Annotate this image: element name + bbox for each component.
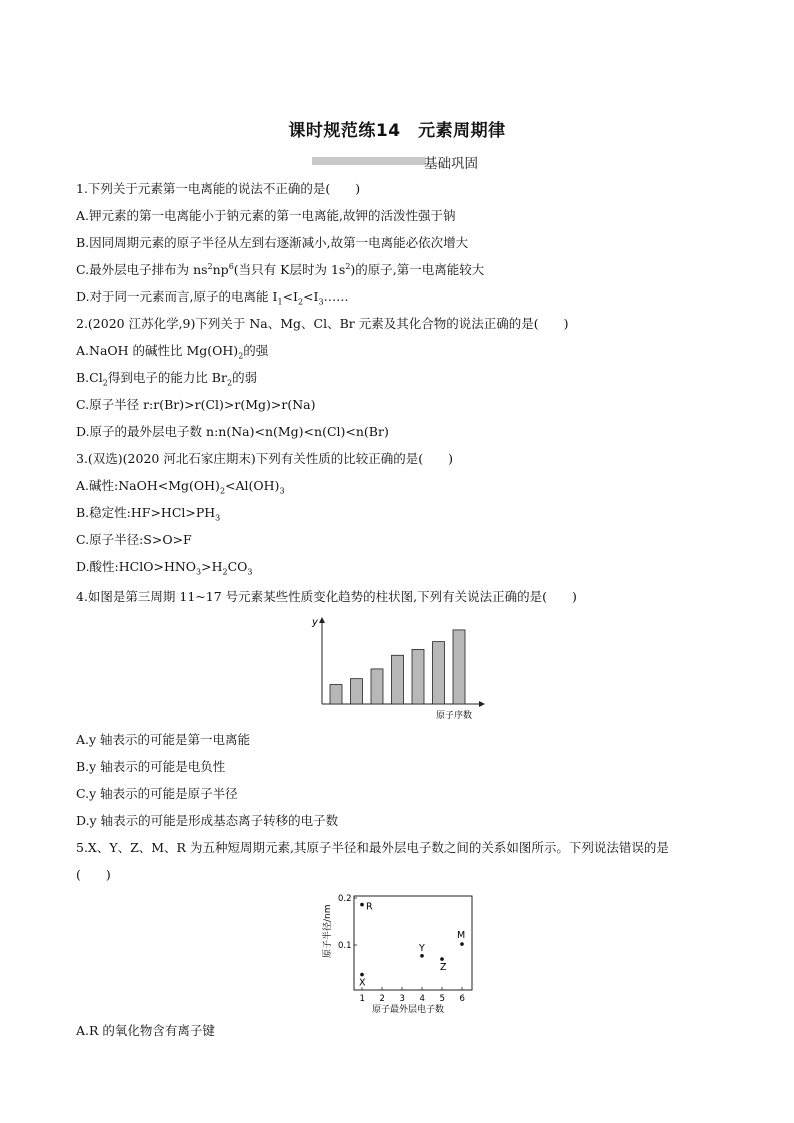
bar-11 (330, 685, 342, 704)
q2-option-a: A.NaOH 的碱性比 $Mg(OH)_2$的强 (76, 343, 269, 361)
section-bar (312, 157, 426, 165)
q5-option-a: A.R 的氧化物含有离子键 (76, 1023, 215, 1038)
scatter-xtick-label: 2 (379, 994, 385, 1004)
scatter-point-R (360, 903, 364, 907)
q4-option-b: B.y 轴表示的可能是电负性 (76, 759, 226, 774)
q2-option-c: C.原子半径 r:r(Br)>r(Cl)>r(Mg)>r(Na) (76, 397, 316, 412)
bar-13 (371, 669, 383, 704)
q2-option-d: D.原子的最外层电子数 n:n(Na)<n(Mg)<n(Cl)<n(Br) (76, 424, 389, 439)
bar-chart-xlabel: 原子序数 (436, 711, 473, 721)
scatter-point-Z (440, 957, 444, 961)
scatter-xtick-label: 1 (359, 994, 365, 1004)
scatter-xlabel: 原子最外层电子数 (372, 1005, 445, 1015)
page-title: 课时规范练14 元素周期律 (288, 121, 506, 141)
scatter-point-label-Z: Z (440, 962, 447, 974)
bar-17 (453, 630, 465, 704)
scatter-point-label-X: X (359, 977, 366, 989)
scatter-ylabel: 原子半径/nm (323, 904, 333, 958)
scatter-xtick-label: 4 (419, 994, 425, 1004)
bar-chart (308, 612, 498, 722)
q3-option-a: A.碱性$:NaOH<Mg(OH)_2<Al(OH)_3$ (76, 478, 285, 496)
q4-option-d: D.y 轴表示的可能是形成基态离子转移的电子数 (76, 813, 339, 828)
q3-stem: 3.(双选)(2020 河北石家庄期末)下列有关性质的比较正确的是( ) (76, 451, 453, 466)
scatter-point-label-M: M (457, 930, 466, 942)
scatter-xtick-label: 5 (439, 994, 445, 1004)
scatter-chart (316, 890, 486, 1018)
q5-stem: 5.X、Y、Z、M、R 为五种短周期元素,其原子半径和最外层电子数之间的关系如图所示。下列说法错误的是 (76, 840, 669, 855)
q1-option-d: D.对于同一元素而言,原子的电离能 $I_1<I_2<I_3\dots\dots$ (76, 289, 349, 307)
q3-option-d: D.酸性$:HClO>HNO_3>H_2CO_3$ (76, 559, 253, 577)
q1-option-b: B.因同周期元素的原子半径从左到右逐渐减小,故第一电离能必依次增大 (76, 235, 469, 250)
scatter-ytick-label: 0.2 (338, 894, 352, 904)
scatter-xtick-label: 3 (399, 994, 405, 1004)
scatter-xtick-label: 6 (459, 994, 465, 1004)
q5-blank: ( ) (76, 867, 111, 882)
q1-option-a: A.钾元素的第一电离能小于钠元素的第一电离能,故钾的活泼性强于钠 (76, 208, 456, 223)
scatter-point-M (460, 942, 464, 946)
scatter-point-Y (420, 954, 424, 958)
scatter-point-label-Y: Y (419, 942, 425, 954)
bar-16 (433, 642, 445, 704)
scatter-point-X (360, 973, 364, 977)
bar-15 (412, 649, 424, 704)
q3-option-c: C.原子半径:S>O>F (76, 532, 192, 547)
q4-option-a: A.y 轴表示的可能是第一电离能 (76, 732, 251, 747)
q2-option-b: $B.Cl_2$得到电子的能力比 $Br_2$的弱 (76, 370, 258, 388)
scatter-ytick-label: 0.1 (338, 941, 352, 951)
bar-12 (351, 679, 363, 704)
q4-stem: 4.如图是第三周期 11~17 号元素某些性质变化趋势的柱状图,下列有关说法正确的是( ) (76, 589, 577, 604)
section-label: 基础巩固 (424, 156, 478, 172)
q3-option-b: B.稳定性$:HF>HCl>PH_3$ (76, 505, 221, 523)
q1-option-c: C.最外层电子排布为 $ns^2np^6$(当只有 K层时为 $1s^2$)的原子,第一电离能较大 (76, 261, 485, 277)
q2-stem: 2.(2020 江苏化学,9)下列关于 Na、Mg、Cl、Br 元素及其化合物的说法正确的是( ) (76, 316, 569, 331)
bar-chart-ylabel: y (312, 617, 318, 628)
q1-stem: 1.下列关于元素第一电离能的说法不正确的是( ) (76, 181, 361, 196)
q4-option-c: C.y 轴表示的可能是原子半径 (76, 786, 238, 801)
scatter-point-label-R: R (366, 901, 373, 913)
bar-14 (392, 655, 404, 704)
